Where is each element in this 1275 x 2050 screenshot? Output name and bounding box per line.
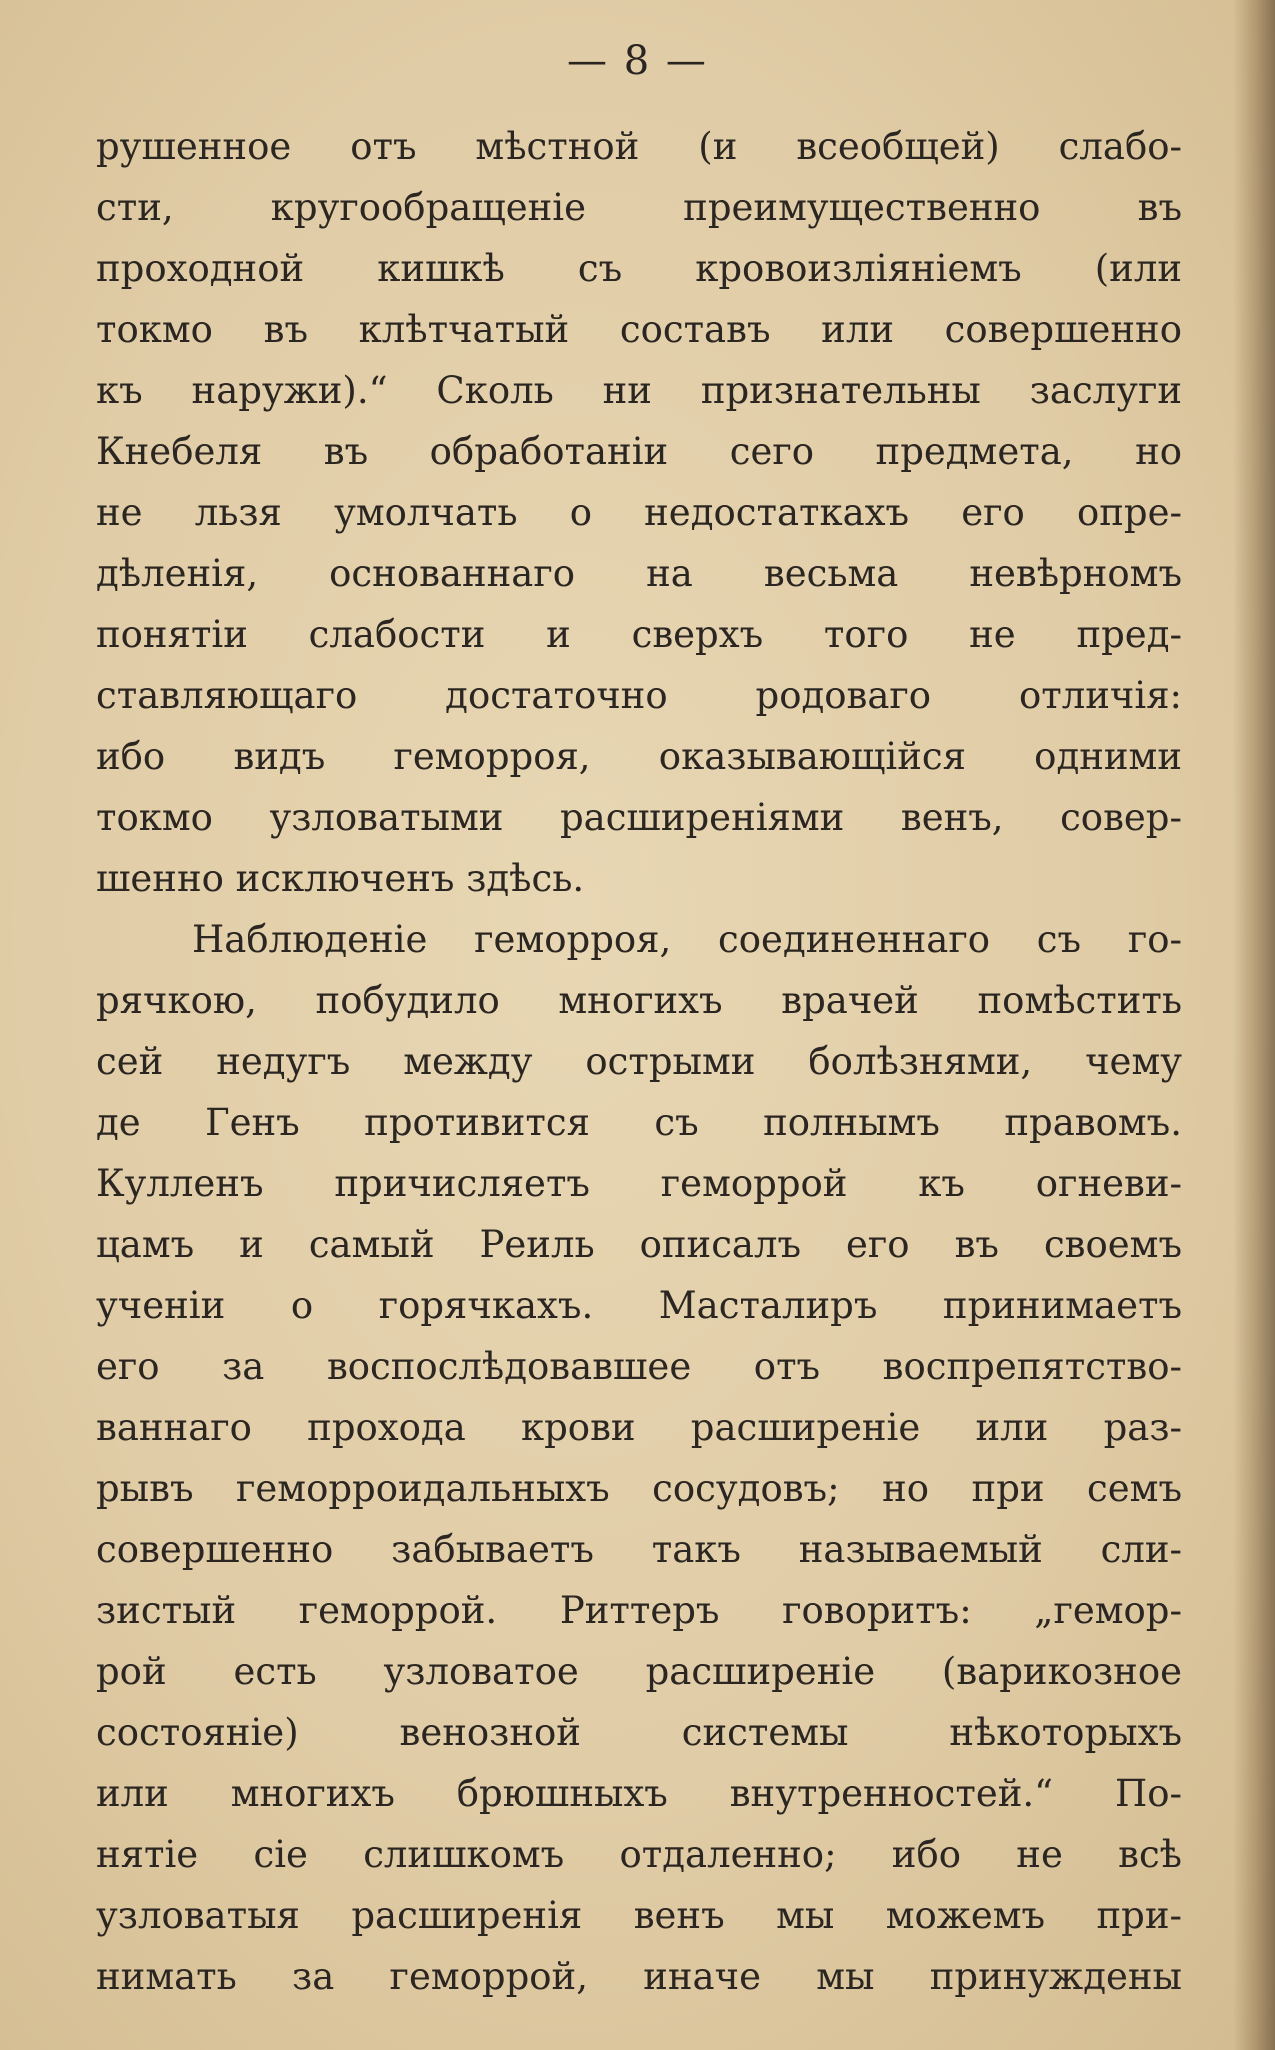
- text-line: рой есть узловатое расширеніе (варикозное: [96, 1650, 1182, 1693]
- body-text: [96, 116, 1182, 2007]
- text-line: понятіи слабости и сверхъ того не пред-: [96, 613, 1182, 656]
- text-line: сей недугъ между острыми болѣзнями, чему: [96, 1040, 1182, 1083]
- text-line: сти, кругообращеніе преимущественно въ: [96, 186, 1182, 229]
- text-line: рячкою, побудило многихъ врачей помѣстить: [96, 979, 1182, 1022]
- text-line: ученіи о горячкахъ. Масталиръ принимаетъ: [96, 1284, 1182, 1327]
- text-line: узловатыя расширенія венъ мы можемъ при-: [96, 1894, 1182, 1937]
- paragraph-first-line: Наблюденіе геморроя, соединеннаго съ го-: [192, 918, 1182, 961]
- text-line: состояніе) венозной системы нѣкоторыхъ: [96, 1711, 1182, 1754]
- page-number: — 8 —: [567, 38, 708, 84]
- text-line: не льзя умолчать о недостаткахъ его опре-: [96, 491, 1182, 534]
- text-line: де Генъ противится съ полнымъ правомъ.: [96, 1101, 1182, 1144]
- text-line: цамъ и самый Реиль описалъ его въ своемъ: [96, 1223, 1182, 1266]
- text-line: рушенное отъ мѣстной (и всеобщей) слабо-: [96, 125, 1182, 168]
- text-line: Кулленъ причисляетъ геморрой къ огневи-: [96, 1162, 1182, 1205]
- text-line: рывъ геморроидальныхъ сосудовъ; но при семъ: [96, 1467, 1182, 1510]
- text-line: проходной кишкѣ съ кровоизліяніемъ (или: [96, 247, 1182, 290]
- text-line: зистый геморрой. Риттеръ говоритъ: „гемор-: [96, 1589, 1182, 1632]
- text-line: совершенно забываетъ такъ называемый сли-: [96, 1528, 1182, 1571]
- text-line: ставляющаго достаточно родоваго отличія:: [96, 674, 1182, 717]
- text-line: нимать за геморрой, иначе мы принуждены: [96, 1955, 1182, 1998]
- text-line: или многихъ брюшныхъ внутренностей.“ По-: [96, 1772, 1182, 1815]
- text-line: токмо въ клѣтчатый составъ или совершенно: [96, 308, 1182, 351]
- text-line: нятіе сіе слишкомъ отдаленно; ибо не всѣ: [96, 1833, 1182, 1876]
- text-line: токмо узловатыми расширеніями венъ, совер-: [96, 796, 1182, 839]
- text-line: дѣленія, основаннаго на весьма невѣрномъ: [96, 552, 1182, 595]
- text-line: къ наружи).“ Сколь ни признательны заслуги: [96, 369, 1182, 412]
- page-edge-shadow: [1233, 0, 1275, 2050]
- text-line: ибо видъ геморроя, оказывающійся одними: [96, 735, 1182, 778]
- text-line: Кнебеля въ обработаніи сего предмета, но: [96, 430, 1182, 473]
- text-line: ваннаго прохода крови расширеніе или раз-: [96, 1406, 1182, 1449]
- text-line: шенно исключенъ здѣсь.: [96, 857, 585, 900]
- text-line: его за воспослѣдовавшее отъ воспрепятство-: [96, 1345, 1182, 1388]
